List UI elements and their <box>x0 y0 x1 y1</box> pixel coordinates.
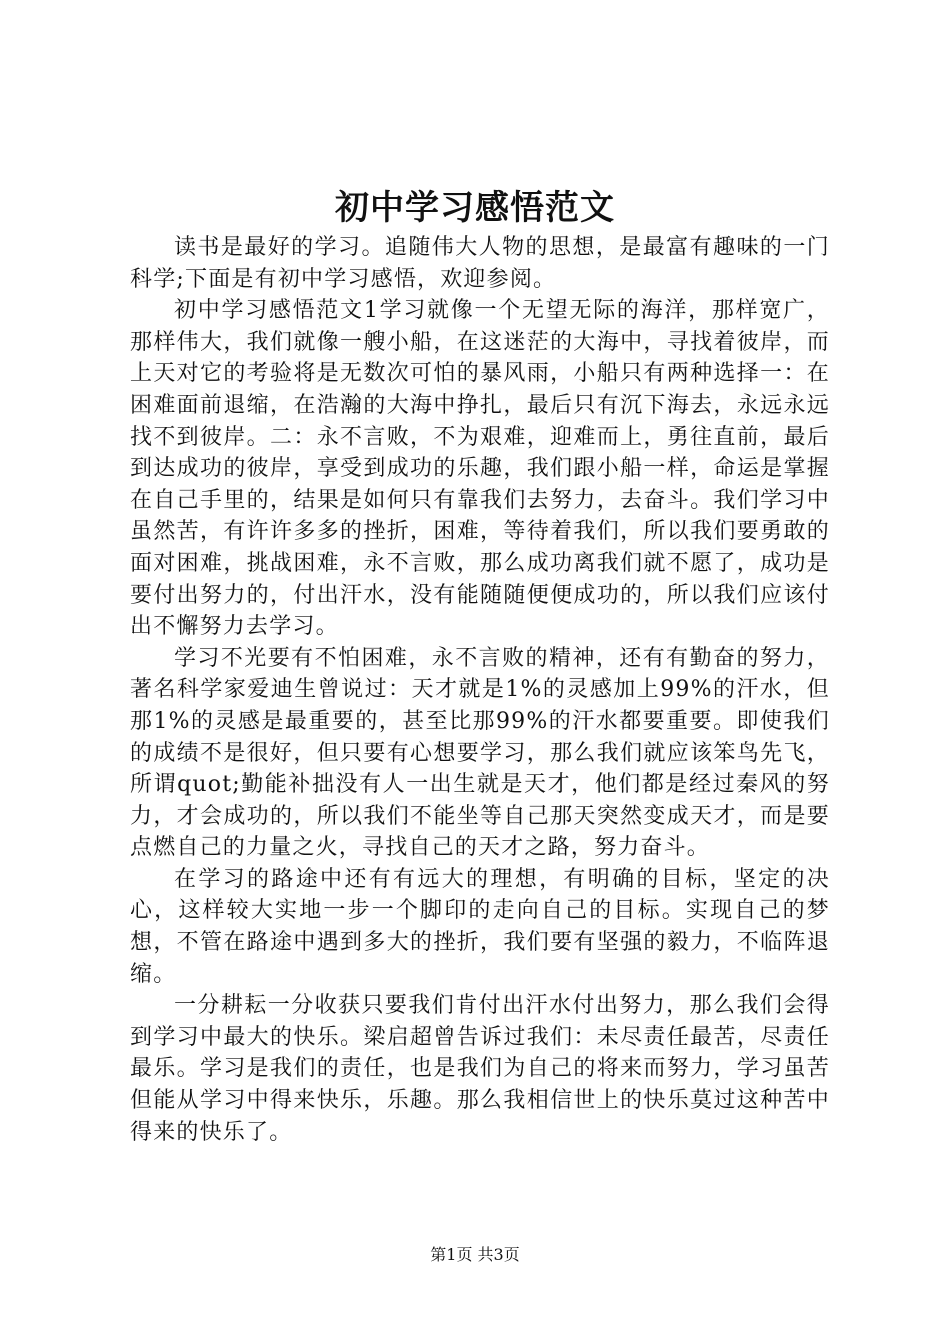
paragraph-happiness: 一分耕耘一分收获只要我们肯付出汗水付出努力，那么我们会得到学习中最大的快乐。梁启超曾告诉过我们：未尽责任最苦，尽责任最乐。学习是我们的责任，也是我们为自己的将来而努力，学习虽苦但能从学习中得来快乐，乐趣。那么我相信世上的快乐莫过这种苦中得来的快乐了。 <box>130 993 830 1145</box>
document-body <box>130 232 830 1148</box>
paragraph-sample-1: 初中学习感悟范文1学习就像一个无望无际的海洋，那样宽广，那样伟大，我们就像一艘小船，在这迷茫的大海中，寻找着彼岸，而上天对它的考验将是无数次可怕的暴风雨，小船只有两种选择一：在困难面前退缩，在浩瀚的大海中挣扎，最后只有沉下海去，永远永远找不到彼岸。二：永不言败，不为艰难，迎难而上，勇往直前，最后到达成功的彼岸，享受到成功的乐趣，我们跟小船一样，命运是掌握在自己手里的，结果是如何只有靠我们去努力，去奋斗。我们学习中虽然苦，有许许多多的挫折，困难，等待着我们，所以我们要勇敢的面对困难，挑战困难，永不言败，那么成功离我们就不愿了，成功是要付出努力的，付出汗水，没有能随随便便成功的，所以我们应该付出不懈努力去学习。 <box>130 298 830 640</box>
paragraph-diligence: 学习不光要有不怕困难，永不言败的精神，还有有勤奋的努力，著名科学家爱迪生曾说过：天才就是1%的灵感加上99%的汗水，但那1%的灵感是最重要的，甚至比那99%的汗水都要重要。即使我们的成绩不是很好，但只要有心想要学习，那么我们就应该笨鸟先飞，所谓quot;勤能补拙没有人一出生就是天才，他们都是经过秦风的努力，才会成功的，所以我们不能坐等自己那天突然变成天才，而是要点燃自己的力量之火，寻找自己的天才之路，努力奋斗。 <box>130 645 830 861</box>
page-footer: 第1页 共3页 <box>430 1245 520 1264</box>
paragraph-goals: 在学习的路途中还有有远大的理想，有明确的目标，坚定的决心，这样较大实地一步一个脚印的走向自己的目标。实现自己的梦想，不管在路途中遇到多大的挫折，我们要有坚强的毅力，不临阵退缩。 <box>130 866 830 987</box>
document-title: 初中学习感悟范文 <box>335 188 615 228</box>
paragraph-intro: 读书是最好的学习。追随伟大人物的思想，是最富有趣味的一门科学;下面是有初中学习感悟，欢迎参阅。 <box>130 235 830 292</box>
